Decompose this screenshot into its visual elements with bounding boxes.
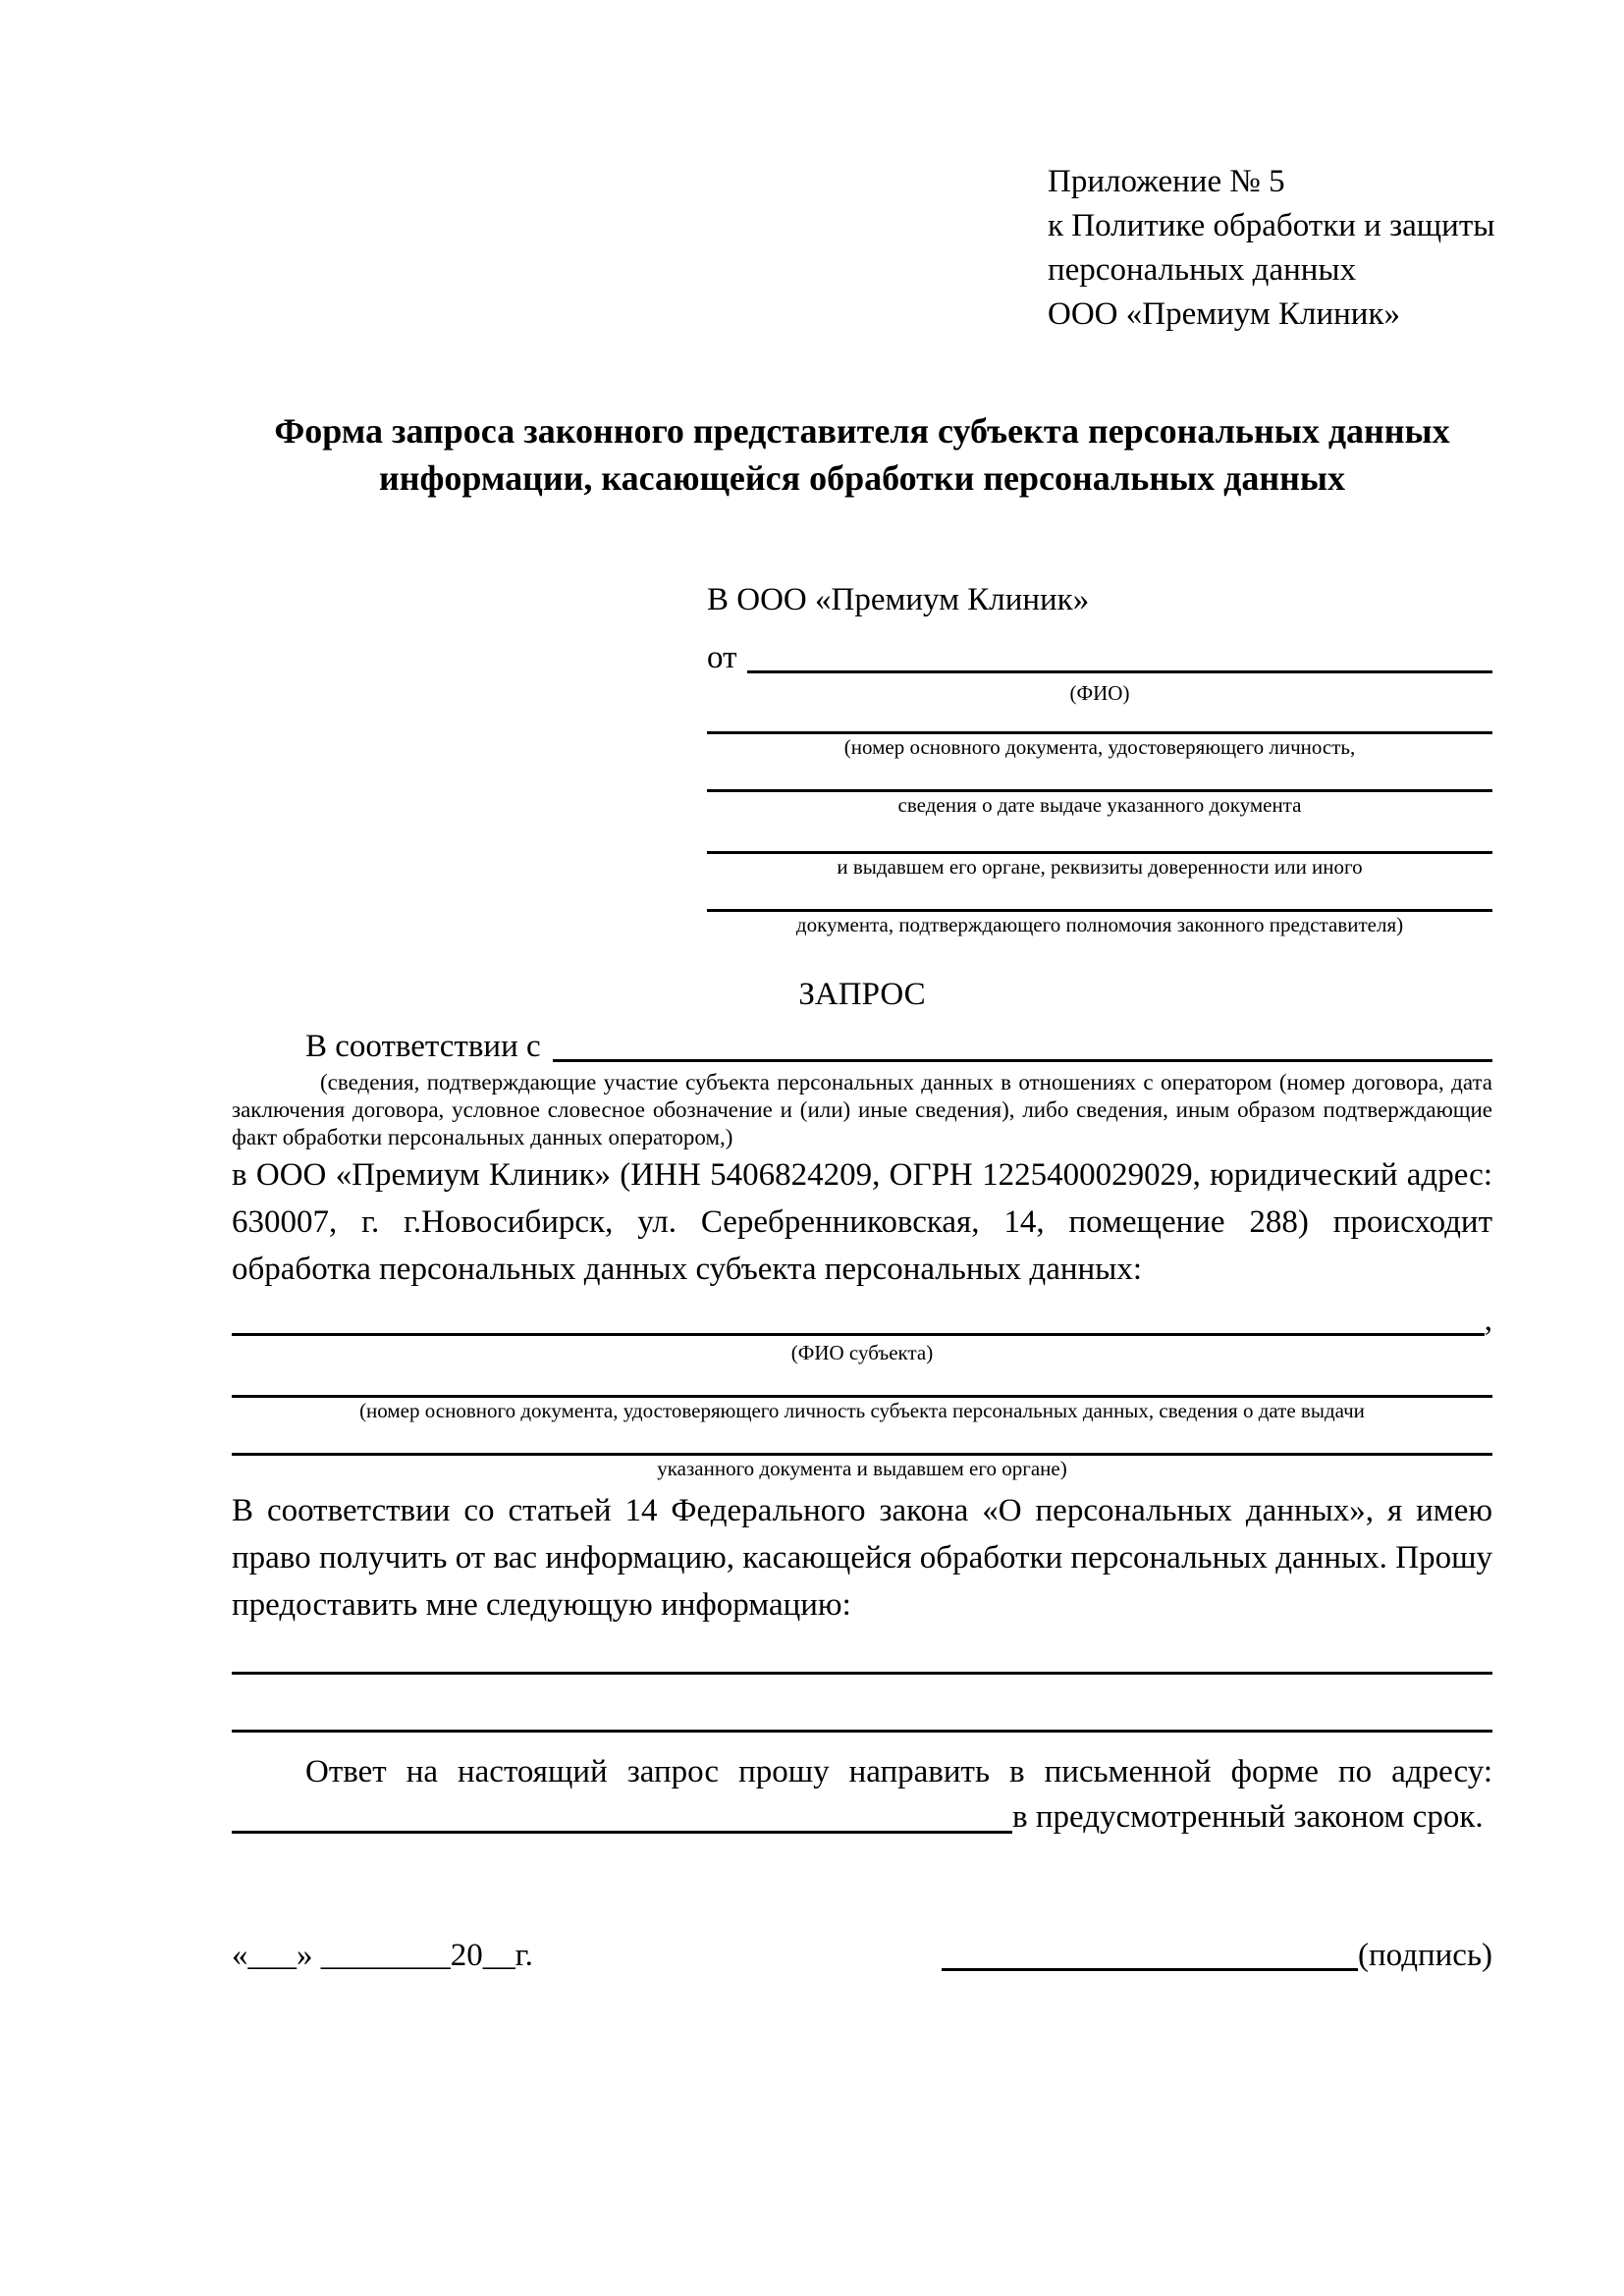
- subject-doc-blank-line-1: [232, 1365, 1492, 1398]
- addressee-organization: В ООО «Премиум Клиник»: [707, 582, 1090, 617]
- authority-doc-blank-line: [707, 880, 1492, 912]
- opening-row: [232, 1025, 1492, 1069]
- issuing-authority-blank-line: [707, 818, 1492, 854]
- appendix-reference-block: [1048, 160, 1495, 337]
- page-title: Форма запроса законного представителя субъекта персональных данных информации, касающейся обработки персональных данных: [274, 411, 1450, 498]
- reply-tail-text: в предусмотренный законом срок.: [1012, 1799, 1484, 1835]
- doc-number-blank-line: [707, 706, 1492, 734]
- fio-caption: (ФИО): [1069, 681, 1130, 705]
- subject-doc-caption-2: указанного документа и выдавшем его органе): [657, 1457, 1067, 1480]
- information-blank-line-1: [232, 1629, 1492, 1675]
- issue-date-blank-line: [707, 760, 1492, 792]
- doc-number-caption: (номер основного документа, удостоверяющего личность,: [843, 735, 1356, 759]
- appendix-line: персональных данных: [1048, 252, 1357, 288]
- signature-caption: (подпись): [1358, 1938, 1492, 1973]
- subject-fio-row: [232, 1301, 1492, 1340]
- appendix-line: Приложение № 5: [1048, 164, 1285, 199]
- reply-paragraph: Ответ на настоящий запрос прошу направить в письменной форме по адресу:: [305, 1754, 1492, 1789]
- document-content: [232, 160, 1495, 1978]
- from-label: от: [707, 640, 737, 675]
- trailing-comma: ,: [1484, 1303, 1492, 1338]
- request-heading: ЗАПРОС: [798, 977, 926, 1012]
- relation-note: (сведения, подтверждающие участие субъекта персональных данных в отношениях с оператором (номер договора, дата заключения договора, условное словесное обозначение и (или) иные сведения), либо сведения, иным образом подтверждающие факт обработки персональных данных оператором,): [232, 1070, 1492, 1149]
- information-blank-line-2: [232, 1675, 1492, 1733]
- fio-blank-line: [747, 669, 1493, 673]
- subject-doc-blank-line-2: [232, 1423, 1492, 1456]
- date-line: «___» ________20__г.: [232, 1938, 533, 1973]
- appendix-line: к Политике обработки и защиты: [1048, 208, 1495, 243]
- from-row: [707, 636, 1492, 680]
- signature-blank-line: [942, 1967, 1358, 1971]
- authority-doc-caption: документа, подтверждающего полномочия законного представителя): [795, 913, 1404, 936]
- relation-blank-line: [553, 1058, 1492, 1062]
- subject-fio-caption: (ФИО субъекта): [790, 1341, 934, 1364]
- reply-address-row: [232, 1795, 1492, 1840]
- issue-date-caption: сведения о дате выдаче указанного документа: [897, 793, 1302, 817]
- subject-fio-blank-line: [232, 1332, 1485, 1336]
- opening-label: В соответствии с: [305, 1029, 541, 1064]
- signature-group: [942, 1934, 1492, 1978]
- subject-doc-caption-1: (номер основного документа, удостоверяющего личность субъекта персональных данных, сведения о дате выдачи: [359, 1399, 1365, 1422]
- addressee-block: [707, 578, 1492, 937]
- address-blank-line: [232, 1830, 1012, 1834]
- appendix-line: ООО «Премиум Клиник»: [1048, 296, 1400, 332]
- footer-row: [232, 1934, 1492, 1978]
- issuing-authority-caption: и выдавшем его органе, реквизиты доверенности или иного: [837, 855, 1363, 879]
- operator-paragraph: в ООО «Премиум Клиник» (ИНН 5406824209, ОГРН 1225400029029, юридический адрес: 630007, г. г.Новосибирск, ул. Серебренниковская, 14, помещение 288) происходит обработка персональных данных субъекта персональных данных:: [232, 1157, 1492, 1287]
- law-paragraph: В соответствии со статьей 14 Федерального закона «О персональных данных», я имею право получить от вас информацию, касающейся обработки персональных данных. Прошу предоставить мне следующую информацию:: [232, 1493, 1492, 1623]
